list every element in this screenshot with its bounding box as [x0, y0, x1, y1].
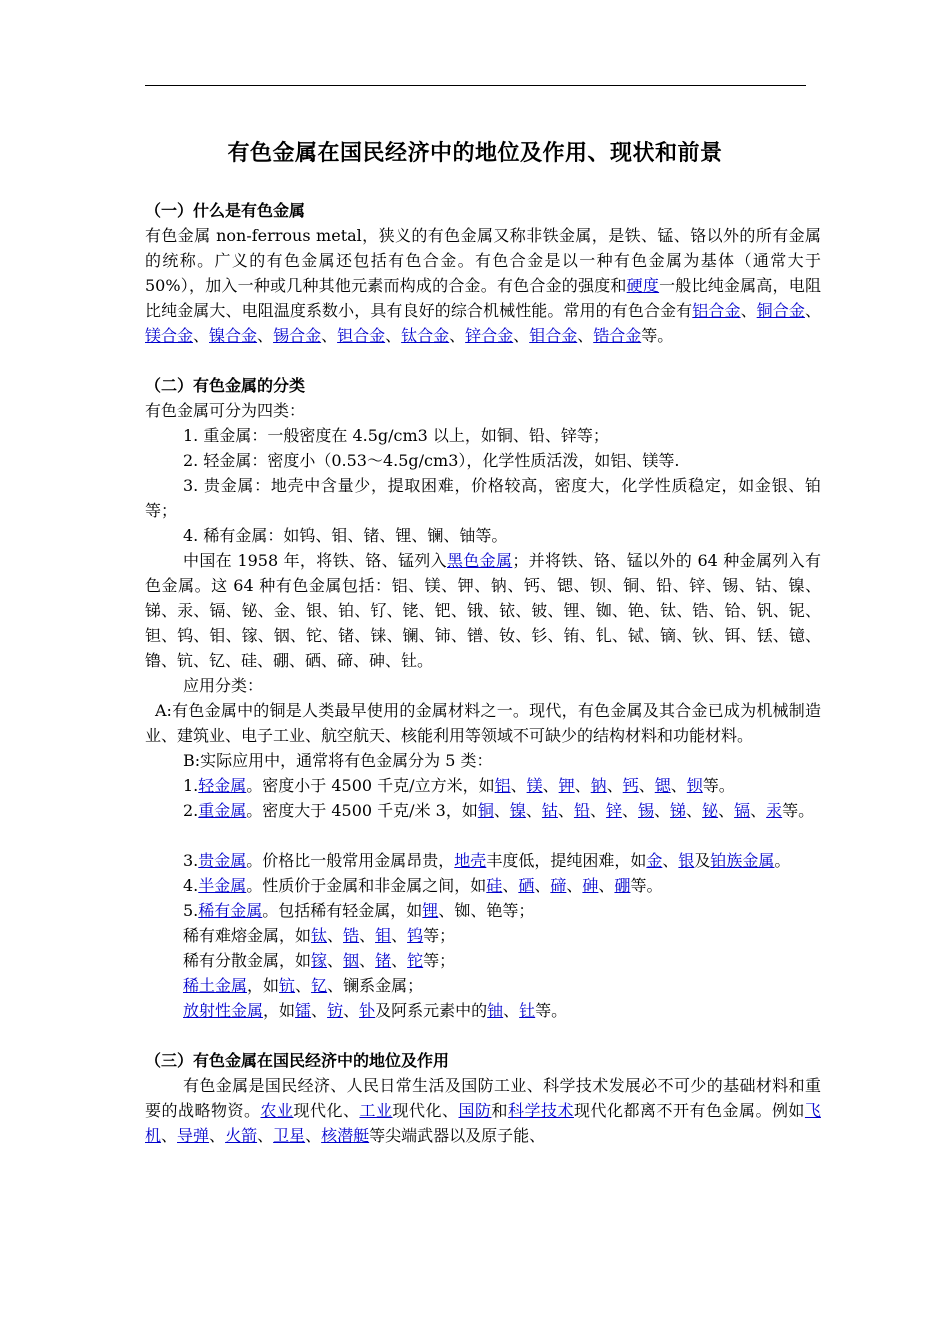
- text-span: 和: [491, 1101, 508, 1120]
- semimetal-links: [486, 876, 630, 895]
- text-span: 等；: [423, 926, 456, 945]
- separator: 、: [534, 876, 551, 895]
- term-link[interactable]: 钼合金: [529, 326, 578, 345]
- link-precious-metal[interactable]: 贵金属: [198, 851, 247, 870]
- term-link[interactable]: 钪: [279, 976, 296, 995]
- separator: 、: [566, 876, 583, 895]
- separator: 、: [161, 1126, 178, 1145]
- text-span: 、: [662, 851, 679, 870]
- separator: 、: [209, 1126, 226, 1145]
- term-link[interactable]: 钇: [311, 976, 328, 995]
- separator: 、: [502, 876, 519, 895]
- text-span: 及阿系元素中的: [375, 1001, 488, 1020]
- term-link[interactable]: 钛合金: [401, 326, 450, 345]
- china-paragraph: [145, 548, 821, 673]
- text-span: 中国在 1958 年，将铁、铬、锰列入: [183, 551, 447, 570]
- category-semimetal: [145, 873, 821, 898]
- separator: 、: [449, 326, 466, 345]
- separator: 、: [305, 1126, 322, 1145]
- term-link[interactable]: 锌: [605, 801, 622, 820]
- term-link[interactable]: 钡: [686, 776, 703, 795]
- separator: 、: [343, 1001, 360, 1020]
- refractory-links: [311, 926, 423, 945]
- text-span: 稀有难熔金属，如: [183, 926, 312, 945]
- term-link[interactable]: 硅: [486, 876, 503, 895]
- application-title: 应用分类：: [183, 676, 264, 695]
- term-link[interactable]: 镍合金: [209, 326, 258, 345]
- rare-earth: [145, 973, 821, 998]
- application-b: B:实际应用中，通常将有色金属分为 5 类：: [183, 751, 493, 770]
- separator: 、: [670, 776, 687, 795]
- term-link[interactable]: 钴: [541, 801, 558, 820]
- separator: 、: [525, 801, 542, 820]
- link-defense[interactable]: 国防: [458, 1101, 492, 1120]
- separator: 、: [606, 776, 623, 795]
- section-2-heading: （二）有色金属的分类: [145, 376, 306, 395]
- page-title: 有色金属在国民经济中的地位及作用、现状和前景: [227, 140, 723, 166]
- term-link[interactable]: 钫: [327, 1001, 344, 1020]
- separator: 、: [503, 1001, 520, 1020]
- text-span: 有色金属 non-ferrous metal，狭义的有色金属又称非铁金属，是铁、锰、铬以外的所有金属的统称。广义的有色金属还包括有色合金。有色合金是以一种有色金属为基体（通常大于 50%），加入一种或几种其他元素而构成的合金。有色合金的强度和: [145, 226, 821, 295]
- term-link[interactable]: 卫星: [273, 1126, 306, 1145]
- text-span: 有色金属是国民经济、人民日常生活及国防工业、科学技术发展必不可少的基础材料和重要的战略物资。: [145, 1076, 821, 1120]
- term-link[interactable]: 锡: [638, 801, 655, 820]
- term-link[interactable]: 钽合金: [337, 326, 386, 345]
- rare-refractory: [145, 923, 821, 948]
- separator: 、: [740, 301, 757, 320]
- text-span: 等。: [535, 1001, 568, 1020]
- term-link[interactable]: 镍: [509, 801, 526, 820]
- section-1-paragraph: [145, 223, 821, 348]
- text-span: 一般比纯金属高，电阻比纯金属大、电阻温度系数小，具有良好的综合机械性能。常用的有色合金有: [145, 276, 821, 320]
- text-span: 等；: [423, 951, 456, 970]
- link-crust[interactable]: 地壳: [454, 851, 487, 870]
- term-link[interactable]: 钼: [375, 926, 392, 945]
- link-science-tech[interactable]: 科学技术: [507, 1101, 574, 1120]
- text-span: 等。: [641, 326, 674, 345]
- term-link[interactable]: 铝合金: [692, 301, 741, 320]
- term-link[interactable]: 钛: [311, 926, 328, 945]
- actinide-links: [487, 1001, 535, 1020]
- term-link[interactable]: 铋: [702, 801, 719, 820]
- separator: 、: [589, 801, 606, 820]
- link-lithium[interactable]: 锂: [422, 901, 439, 920]
- term-link[interactable]: 铊: [407, 951, 424, 970]
- application-a: A:有色金属中的铜是人类最早使用的金属材料之一。现代，有色金属及其合金已成为机械制造业、建筑业、电子工业、航空航天、核能利用等领域不可缺少的结构材料和功能材料。: [145, 701, 821, 745]
- text-span: 现代化、: [293, 1101, 360, 1120]
- text-span: 等。: [630, 876, 663, 895]
- separator: 、: [513, 326, 530, 345]
- separator: 、: [577, 326, 594, 345]
- separator: 、: [598, 876, 615, 895]
- term-link[interactable]: 硒: [518, 876, 535, 895]
- text-span: 现代化、: [392, 1101, 459, 1120]
- term-link[interactable]: 镓: [311, 951, 328, 970]
- term-link[interactable]: 核潜艇: [321, 1126, 370, 1145]
- term-link[interactable]: 铜合金: [756, 301, 805, 320]
- separator: 、: [654, 801, 671, 820]
- text-span: ，如: [263, 1001, 296, 1020]
- term-link[interactable]: 铜: [477, 801, 494, 820]
- text-span: 。密度大于 4500 千克/米 3，如: [246, 801, 478, 820]
- section-3-heading: （三）有色金属在国民经济中的地位及作用: [145, 1051, 450, 1070]
- text-span: 现代化都离不开有色金属。例如: [573, 1101, 805, 1120]
- link-ferrous-metal[interactable]: 黑色金属: [446, 551, 513, 570]
- text-span: 。包括稀有轻金属，如: [262, 901, 423, 920]
- radioactive: [145, 998, 821, 1023]
- separator: 、: [295, 976, 312, 995]
- light-metal-links: [495, 776, 703, 795]
- term-link[interactable]: 锶: [654, 776, 671, 795]
- term-link[interactable]: 铟: [343, 951, 360, 970]
- separator: 、: [750, 801, 767, 820]
- section-3-paragraph: [145, 1073, 821, 1148]
- term-link[interactable]: 钙: [622, 776, 639, 795]
- separator: 、: [257, 1126, 274, 1145]
- link-light-metal[interactable]: 轻金属: [198, 776, 247, 795]
- separator: 、: [510, 776, 527, 795]
- class-item-3: 3. 贵金属：地壳中含量少，提取困难，价格较高，密度大，化学性质稳定，如金银、铂等；: [145, 476, 821, 520]
- term-link[interactable]: 飞机: [145, 1101, 821, 1145]
- link-agriculture[interactable]: 农业: [260, 1101, 294, 1120]
- separator: 、: [804, 301, 821, 320]
- term-link[interactable]: 砷: [582, 876, 599, 895]
- term-link[interactable]: 锡合金: [273, 326, 322, 345]
- term-link[interactable]: 钾: [558, 776, 575, 795]
- separator: 、: [686, 801, 703, 820]
- class-item-1: 1. 重金属：一般密度在 4.5g/cm3 以上，如铜、铅、锌等；: [183, 426, 609, 445]
- link-hardness[interactable]: 硬度: [626, 276, 660, 295]
- term-link[interactable]: 镭: [295, 1001, 312, 1020]
- term-link[interactable]: 铝: [494, 776, 511, 795]
- link-gold[interactable]: 金: [646, 851, 663, 870]
- text-span: 5.: [183, 901, 199, 920]
- text-span: 。价格比一般常用金属昂贵，: [246, 851, 455, 870]
- text-span: 等。: [702, 776, 735, 795]
- separator: 、: [257, 326, 274, 345]
- category-heavy: [145, 798, 821, 823]
- term-link[interactable]: 火箭: [225, 1126, 258, 1145]
- classify-intro: 有色金属可分为四类：: [145, 401, 306, 420]
- term-link[interactable]: 锌合金: [465, 326, 514, 345]
- header-rule: [145, 85, 806, 86]
- term-link[interactable]: 钍: [519, 1001, 536, 1020]
- separator: 、: [621, 801, 638, 820]
- text-span: 1.: [183, 776, 199, 795]
- term-link[interactable]: 钠: [590, 776, 607, 795]
- text-span: 。: [774, 851, 791, 870]
- term-link[interactable]: 钋: [359, 1001, 376, 1020]
- term-link[interactable]: 锗: [375, 951, 392, 970]
- category-light: [145, 773, 821, 798]
- separator: 、: [391, 926, 408, 945]
- separator: 、: [718, 801, 735, 820]
- separator: 、: [638, 776, 655, 795]
- text-span: 等。: [782, 801, 815, 820]
- separator: 、: [574, 776, 591, 795]
- rare-dispersed: [145, 948, 821, 973]
- radioactive-links: [295, 1001, 375, 1020]
- separator: 、: [359, 926, 376, 945]
- separator: 、: [391, 951, 408, 970]
- link-rare-earth[interactable]: 稀土金属: [183, 976, 248, 995]
- text-span: 等尖端武器以及原子能、: [369, 1126, 546, 1145]
- term-link[interactable]: 导弹: [177, 1126, 210, 1145]
- separator: 、: [193, 326, 210, 345]
- separator: 、: [359, 951, 376, 970]
- rare-earth-links: [279, 976, 327, 995]
- term-link[interactable]: 硼: [614, 876, 631, 895]
- term-link[interactable]: 锆: [343, 926, 360, 945]
- term-link[interactable]: 镁合金: [145, 326, 194, 345]
- link-platinum-group[interactable]: 铂族金属: [710, 851, 775, 870]
- separator: 、: [321, 326, 338, 345]
- link-rare-metal[interactable]: 稀有金属: [198, 901, 263, 920]
- section-1-heading: （一）什么是有色金属: [145, 201, 306, 220]
- dispersed-links: [311, 951, 423, 970]
- separator: 、: [327, 951, 344, 970]
- text-span: 丰度低，提纯困难，如: [486, 851, 647, 870]
- text-span: 稀有分散金属，如: [183, 951, 312, 970]
- class-item-4: 4. 稀有金属：如钨、钼、锗、锂、镧、铀等。: [183, 526, 508, 545]
- text-span: ；并将铁、铬、锰以外的 64 种金属列入有色金属。这 64 种有色金属包括：铝、镁、钾、钠、钙、锶、钡、铜、铅、锌、锡、钴、镍、锑、汞、镉、铋、金、银、铂、钌、铑、钯、锇、铱、铍、锂、铷、铯、钛、锆、铪、钒、铌、钽、钨、钼、镓、铟、铊、锗、铼、镧、铈、镨、钕、钐、铕、钆、铽、镝、钬、铒、铥、镱、镥、钪、钇、硅、硼、硒、碲、砷、钍。: [145, 551, 821, 670]
- text-span: 及: [694, 851, 711, 870]
- link-radioactive-metal[interactable]: 放射性金属: [183, 1001, 264, 1020]
- text-span: 2.: [183, 801, 199, 820]
- document-body: [145, 198, 821, 1148]
- separator: 、: [557, 801, 574, 820]
- term-link[interactable]: 铀: [487, 1001, 504, 1020]
- class-item-2: 2. 轻金属：密度小（0.53～4.5g/cm3），化学性质活泼，如铝、镁等.: [183, 451, 680, 470]
- separator: 、: [493, 801, 510, 820]
- separator: 、: [311, 1001, 328, 1020]
- term-link[interactable]: 锆合金: [593, 326, 642, 345]
- category-rare: [145, 898, 821, 923]
- term-link[interactable]: 碲: [550, 876, 567, 895]
- category-precious: [145, 848, 821, 873]
- term-link[interactable]: 镉: [734, 801, 751, 820]
- text-span: 、铷、铯等；: [438, 901, 535, 920]
- link-semimetal[interactable]: 半金属: [198, 876, 247, 895]
- link-silver[interactable]: 银: [678, 851, 695, 870]
- term-link[interactable]: 汞: [766, 801, 783, 820]
- separator: 、: [542, 776, 559, 795]
- link-industry[interactable]: 工业: [359, 1101, 393, 1120]
- text-span: 。密度小于 4500 千克/立方米，如: [246, 776, 495, 795]
- heavy-metal-links: [478, 801, 782, 820]
- separator: 、: [385, 326, 402, 345]
- term-link[interactable]: 铅: [573, 801, 590, 820]
- term-link[interactable]: 锑: [670, 801, 687, 820]
- text-span: ，如: [247, 976, 280, 995]
- text-span: 4.: [183, 876, 199, 895]
- term-link[interactable]: 钨: [407, 926, 424, 945]
- term-link[interactable]: 镁: [526, 776, 543, 795]
- separator: 、: [327, 926, 344, 945]
- text-span: 3.: [183, 851, 199, 870]
- text-span: 。性质价于金属和非金属之间，如: [246, 876, 487, 895]
- link-heavy-metal[interactable]: 重金属: [198, 801, 247, 820]
- text-span: 、镧系金属；: [327, 976, 424, 995]
